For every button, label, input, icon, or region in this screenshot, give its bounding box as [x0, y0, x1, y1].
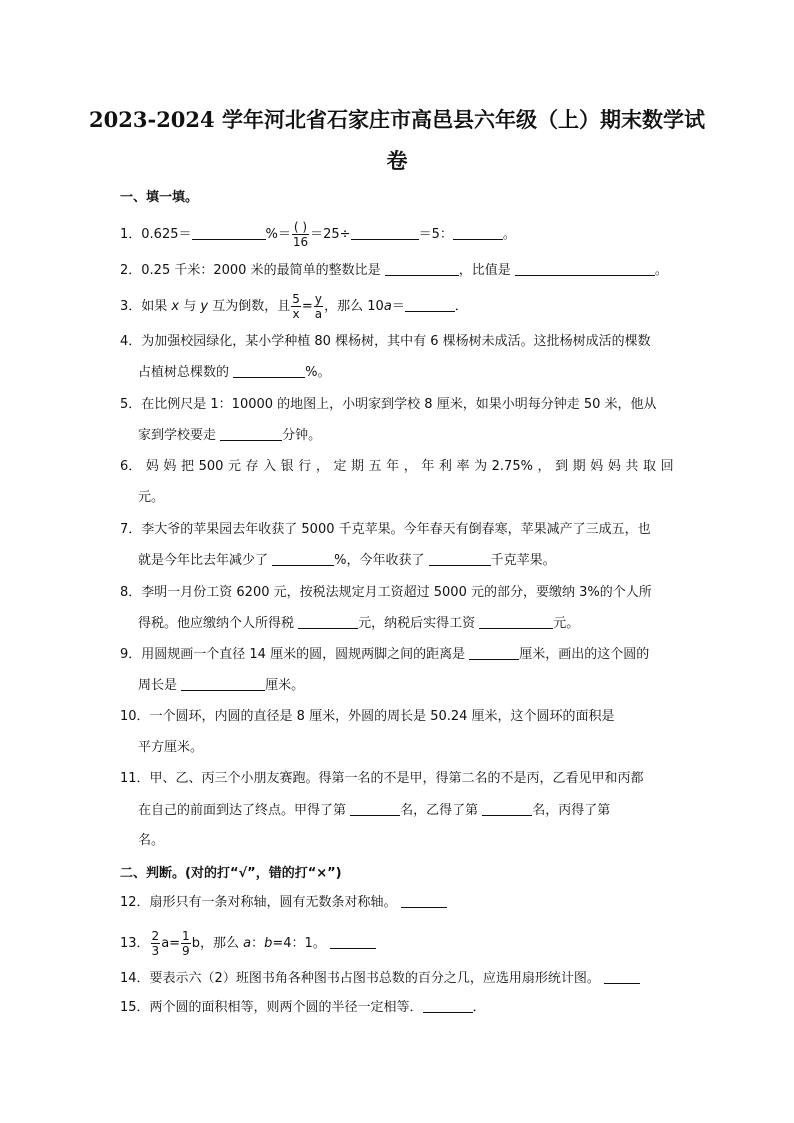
- q6-token: 年: [386, 459, 400, 474]
- q6-token: 行: [298, 459, 312, 474]
- question-1: [120, 220, 516, 249]
- q11-blank-1[interactable]: [350, 802, 400, 816]
- q3-text-and: 与: [179, 299, 201, 314]
- q1-blank-3[interactable]: [453, 226, 503, 240]
- q6-token: 期: [351, 459, 365, 474]
- question-5-line-2: [138, 427, 321, 445]
- q11-text-a: 在自己的前面到达了终点。甲得了第: [138, 803, 351, 818]
- q5-blank[interactable]: [220, 427, 282, 441]
- q6-token: 银: [280, 459, 294, 474]
- question-10-line-1: 10．一个圆环，内圆的直径是 8 厘米，外圆的周长是 50.24 厘米，这个圆环的面积是: [120, 709, 615, 724]
- q13-text-c: b，那么: [191, 936, 244, 951]
- q6-token: 妈: [163, 459, 177, 474]
- q1-text-a: 1．0.625＝: [120, 227, 192, 242]
- q13-colon: ：: [251, 936, 265, 951]
- q12-text: 12．扇形只有一条对称轴，圆有无数条对称轴。: [120, 895, 401, 910]
- page-title-line-1: 2023-2024 学年河北省石家庄市高邑县六年级（上）期末数学试: [89, 107, 705, 132]
- q13-var-b: b: [264, 936, 273, 951]
- q3-text-a: 3．如果: [120, 299, 172, 314]
- q4-text-b: %。: [305, 365, 331, 380]
- q3-text-d: ＝: [391, 299, 405, 314]
- q9-blank-2[interactable]: [181, 677, 265, 691]
- q3-fraction-1-numerator: 5: [292, 292, 300, 306]
- q3-fraction-1-denominator: x: [292, 307, 300, 321]
- question-4-line-1: 4．为加强校园绿化，某小学种植 80 棵杨树，其中有 6 棵杨树未成活。这批杨树成活的棵数: [120, 334, 651, 349]
- q7-text-a: 就是今年比去年减少了: [138, 553, 273, 568]
- q8-blank-1[interactable]: [298, 615, 358, 629]
- q3-fraction-1: [291, 292, 301, 321]
- q6-token: 年: [421, 459, 435, 474]
- q3-var-x: x: [171, 299, 180, 314]
- q11-text-c: 名，丙得了第: [532, 803, 611, 818]
- q1-text-e: 。: [502, 227, 516, 242]
- q8-blank-2[interactable]: [479, 615, 553, 629]
- q13-fraction-1-numerator: 2: [151, 929, 160, 943]
- q7-blank-2[interactable]: [429, 552, 491, 566]
- question-6-line-2: 元。: [138, 490, 165, 505]
- q6-token: 回: [660, 459, 674, 474]
- q3-var-a: a: [383, 299, 392, 314]
- q6-token: 定: [333, 459, 347, 474]
- question-11-line-2: [138, 802, 610, 820]
- q6-token: 存: [245, 459, 259, 474]
- question-7-line-1: 7．李大爷的苹果园去年收获了 5000 千克苹果。今年春天有倒春寒，苹果减产了三成五，也: [120, 522, 651, 537]
- question-14: [120, 970, 640, 988]
- q3-text-b: 互为倒数，且: [208, 299, 291, 314]
- q1-text-b: %＝: [265, 227, 291, 242]
- q8-text-a: 得税。他应缴纳个人所得税: [138, 616, 299, 631]
- q9-text-d: 厘米。: [265, 678, 305, 693]
- q15-text-a: 15．两个圆的面积相等，则两个圆的半径一定相等．: [120, 1000, 423, 1015]
- q6-token: 五: [368, 459, 382, 474]
- q6-token: 500: [198, 459, 224, 474]
- q6-token: 利: [438, 459, 452, 474]
- q13-blank[interactable]: [330, 935, 376, 949]
- question-12: [120, 894, 447, 912]
- q13-fraction-2-denominator: 9: [182, 944, 190, 958]
- q6-token: 6．: [120, 459, 142, 474]
- q7-text-b: %，今年收获了: [334, 553, 429, 568]
- question-11-line-1: 11．甲、乙、丙三个小朋友赛跑。得第一名的不是甲，得第二名的不是丙，乙看见甲和丙都: [120, 771, 644, 786]
- question-5-line-1: 5．在比例尺是 1：10000 的地图上，小明家到学校 8 厘米，如果小明每分钟走 50 米，他从: [120, 397, 657, 412]
- q4-text-a: 占植树总棵数的: [138, 365, 234, 380]
- q6-token: ，: [315, 459, 329, 474]
- q14-blank[interactable]: [604, 970, 640, 984]
- q3-blank[interactable]: [405, 298, 455, 312]
- q13-var-a: a: [243, 936, 252, 951]
- q13-fraction-1-denominator: 3: [151, 944, 160, 958]
- q2-text-a: 2．0.25 千米：2000 米的最简单的整数比是: [120, 263, 385, 278]
- q7-text-c: 千克苹果。: [490, 553, 556, 568]
- q14-text: 14．要表示六（2）班图书角各种图书占图书总数的百分之几，应选用扇形统计图。: [120, 971, 604, 986]
- q1-blank-1[interactable]: [192, 226, 266, 240]
- q15-blank[interactable]: [423, 999, 473, 1013]
- q6-token: ，: [537, 459, 551, 474]
- question-10-line-2: 平方厘米。: [138, 740, 204, 755]
- q3-fraction-2: [314, 292, 323, 321]
- q6-token: 入: [263, 459, 277, 474]
- q3-equals: =: [301, 299, 313, 314]
- section-1-heading: 一、填一填。: [120, 190, 199, 205]
- q12-blank[interactable]: [401, 894, 447, 908]
- q6-token: 取: [642, 459, 656, 474]
- q1-text-c: ＝25÷: [310, 227, 351, 242]
- q4-blank[interactable]: [233, 364, 305, 378]
- q6-token: 妈: [607, 459, 621, 474]
- q5-text-a: 家到学校要走: [138, 428, 221, 443]
- q1-fraction-denominator: 16: [292, 235, 309, 249]
- q5-text-b: 分钟。: [282, 428, 322, 443]
- q9-text-b: 厘米，画出的这个圆的: [519, 647, 650, 662]
- q2-blank-2[interactable]: [515, 262, 655, 276]
- q7-blank-1[interactable]: [272, 552, 334, 566]
- q8-text-b: 元，纳税后实得工资: [358, 616, 480, 631]
- question-7-line-2: [138, 552, 556, 570]
- question-8-line-1: 8．李明一月份工资 6200 元，按税法规定月工资超过 5000 元的部分，要缴纳 3%的个人所: [120, 585, 652, 600]
- q6-token: 期: [572, 459, 586, 474]
- q3-var-y: y: [200, 299, 209, 314]
- q13-text-a: 13．: [120, 936, 150, 951]
- q13-fraction-2-numerator: 1: [182, 929, 190, 943]
- q1-blank-2[interactable]: [351, 226, 419, 240]
- q3-fraction-2-numerator: y: [314, 292, 322, 306]
- q1-text-d: ＝5：: [418, 227, 453, 242]
- q3-fraction-2-denominator: a: [314, 307, 323, 321]
- q6-token: 妈: [145, 459, 159, 474]
- q6-token: 到: [555, 459, 569, 474]
- q6-token: 2.75%: [491, 459, 533, 474]
- q6-token: 共: [625, 459, 639, 474]
- q13-fraction-1: [151, 929, 161, 958]
- q6-token: 妈: [590, 459, 604, 474]
- q1-fraction-numerator: ( ): [292, 220, 309, 235]
- q9-text-c: 周长是: [138, 678, 182, 693]
- q11-blank-2[interactable]: [482, 802, 532, 816]
- question-8-line-2: [138, 615, 579, 633]
- question-15: [120, 999, 486, 1017]
- q6-token: 把: [181, 459, 195, 474]
- q15-text-b: ．: [472, 1000, 486, 1015]
- q6-token: 率: [456, 459, 470, 474]
- q2-blank-1[interactable]: [385, 262, 459, 276]
- q1-fraction: [292, 220, 309, 249]
- section-2-heading: 二、判断。(对的打“√”，错的打“×”): [120, 866, 342, 881]
- q11-text-b: 名，乙得了第: [400, 803, 483, 818]
- question-6-line-1: [120, 458, 674, 476]
- question-11-line-3: 名。: [138, 833, 165, 848]
- question-13: [120, 929, 376, 958]
- question-9-line-2: [138, 677, 304, 695]
- q3-text-c: ，那么 10: [324, 299, 384, 314]
- q13-text-d: =4：1。: [272, 936, 330, 951]
- question-3: [120, 292, 468, 321]
- question-2: [120, 262, 668, 280]
- question-9-line-1: [120, 646, 649, 664]
- question-4-line-2: [138, 364, 331, 382]
- q13-text-b: a=: [161, 936, 181, 951]
- q2-text-c: 。: [654, 263, 668, 278]
- q3-text-e: ．: [454, 299, 468, 314]
- q6-token: 元: [227, 459, 241, 474]
- q9-text-a: 9．用圆规画一个直径 14 厘米的圆，圆规两脚之间的距离是: [120, 647, 470, 662]
- q2-text-b: ，比值是: [458, 263, 515, 278]
- page-title-line-2: 卷: [386, 148, 408, 173]
- q13-fraction-2: [181, 929, 191, 958]
- q9-blank-1[interactable]: [469, 646, 519, 660]
- q6-token: 为: [474, 459, 488, 474]
- q8-text-c: 元。: [553, 616, 580, 631]
- q6-token: ，: [403, 459, 417, 474]
